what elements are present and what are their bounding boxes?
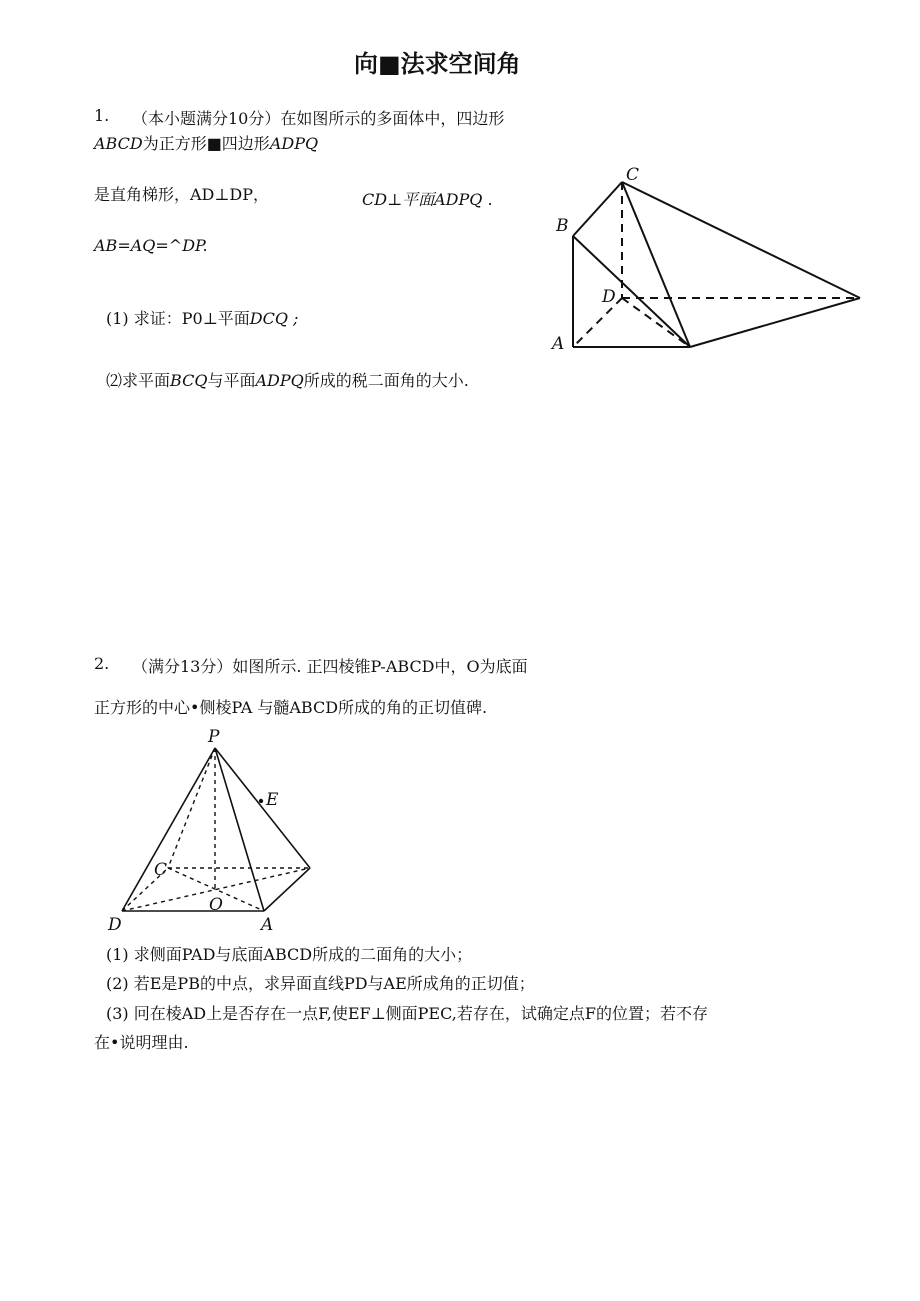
label-d: D bbox=[108, 915, 122, 935]
problem-1-q2-a: ⑵求平面 bbox=[106, 371, 171, 390]
problem-2-q2: (2) 若E是PB的中点，求异面直线PD与AE所成角的正切值； bbox=[106, 974, 535, 993]
figure-2-pyramid bbox=[100, 722, 320, 940]
edge-cq bbox=[622, 182, 690, 347]
label-c: C bbox=[626, 165, 640, 185]
page-title: 向■法求空间角 bbox=[354, 50, 521, 78]
problem-1-q2-e: 所成的税二面角的大小. bbox=[303, 371, 469, 390]
label-d: D bbox=[602, 287, 616, 307]
problem-2-line1: （满分13分）如图所示. 正四棱锥P-ABCD中，O为底面 bbox=[132, 657, 528, 676]
problem-2-q3: (3) 冋在棱AD上是否存在一点F,使EF⊥侧面PEC,若存在，试确定点F的位置；若不存 bbox=[106, 1004, 708, 1023]
problem-1-q2-adpq: ADPQ bbox=[255, 371, 304, 390]
problem-1-q2-bcq: BCQ bbox=[170, 371, 208, 390]
label-a: A bbox=[261, 915, 274, 935]
figure-1-polyhedron bbox=[540, 160, 880, 360]
problem-1-line4: AB=AQ=^DP. bbox=[94, 236, 208, 255]
edge-pa bbox=[215, 748, 264, 911]
problem-1-q2 bbox=[106, 368, 469, 391]
label-p: P bbox=[208, 727, 220, 747]
label-b: B bbox=[556, 216, 569, 236]
problem-2-number: 2. bbox=[94, 654, 110, 673]
edge-pb bbox=[215, 748, 310, 868]
problem-1-q1-plane: DCQ ; bbox=[249, 309, 299, 328]
problem-2-q1: (1) 求侧面PAD与底面ABCD所成的二面角的大小； bbox=[106, 945, 473, 964]
problem-1-number: 1. bbox=[94, 106, 110, 125]
problem-1-line2 bbox=[94, 131, 318, 154]
edge-pc-hidden bbox=[168, 748, 215, 868]
problem-1-line3-cond: CD⊥平面ADPQ . bbox=[362, 190, 493, 209]
problem-2-q3-cont: 在•说明理由. bbox=[94, 1033, 189, 1052]
point-e bbox=[259, 799, 263, 803]
edge-bc bbox=[573, 182, 622, 236]
edge-cp bbox=[622, 182, 860, 298]
label-a: A bbox=[552, 334, 565, 354]
edge-qp bbox=[690, 298, 860, 347]
problem-2-line2: 正方形的中心•侧棱PA 与髓ABCD所成的角的正切值碑. bbox=[94, 698, 488, 717]
problem-1-line2-mid: 为正方形■四边形 bbox=[142, 134, 270, 153]
edge-ab bbox=[264, 868, 310, 911]
label-o: O bbox=[209, 895, 223, 915]
problem-1-adpq: ADPQ bbox=[269, 134, 319, 153]
problem-1-line1: （本小题满分10分）在如图所示的多面体中，四边形 bbox=[132, 109, 505, 128]
problem-1-q2-c: 与平面 bbox=[207, 371, 256, 390]
label-c: C bbox=[154, 860, 168, 880]
problem-1-q1-text: (1) 求证：P0⊥平面 bbox=[106, 309, 250, 328]
edge-pd bbox=[122, 748, 215, 911]
problem-1-q1 bbox=[106, 306, 298, 329]
problem-1-line3: 是直角梯形，AD⊥DP， bbox=[94, 185, 270, 204]
problem-1-abcd: ABCD bbox=[94, 134, 143, 153]
label-e: E bbox=[266, 790, 279, 810]
